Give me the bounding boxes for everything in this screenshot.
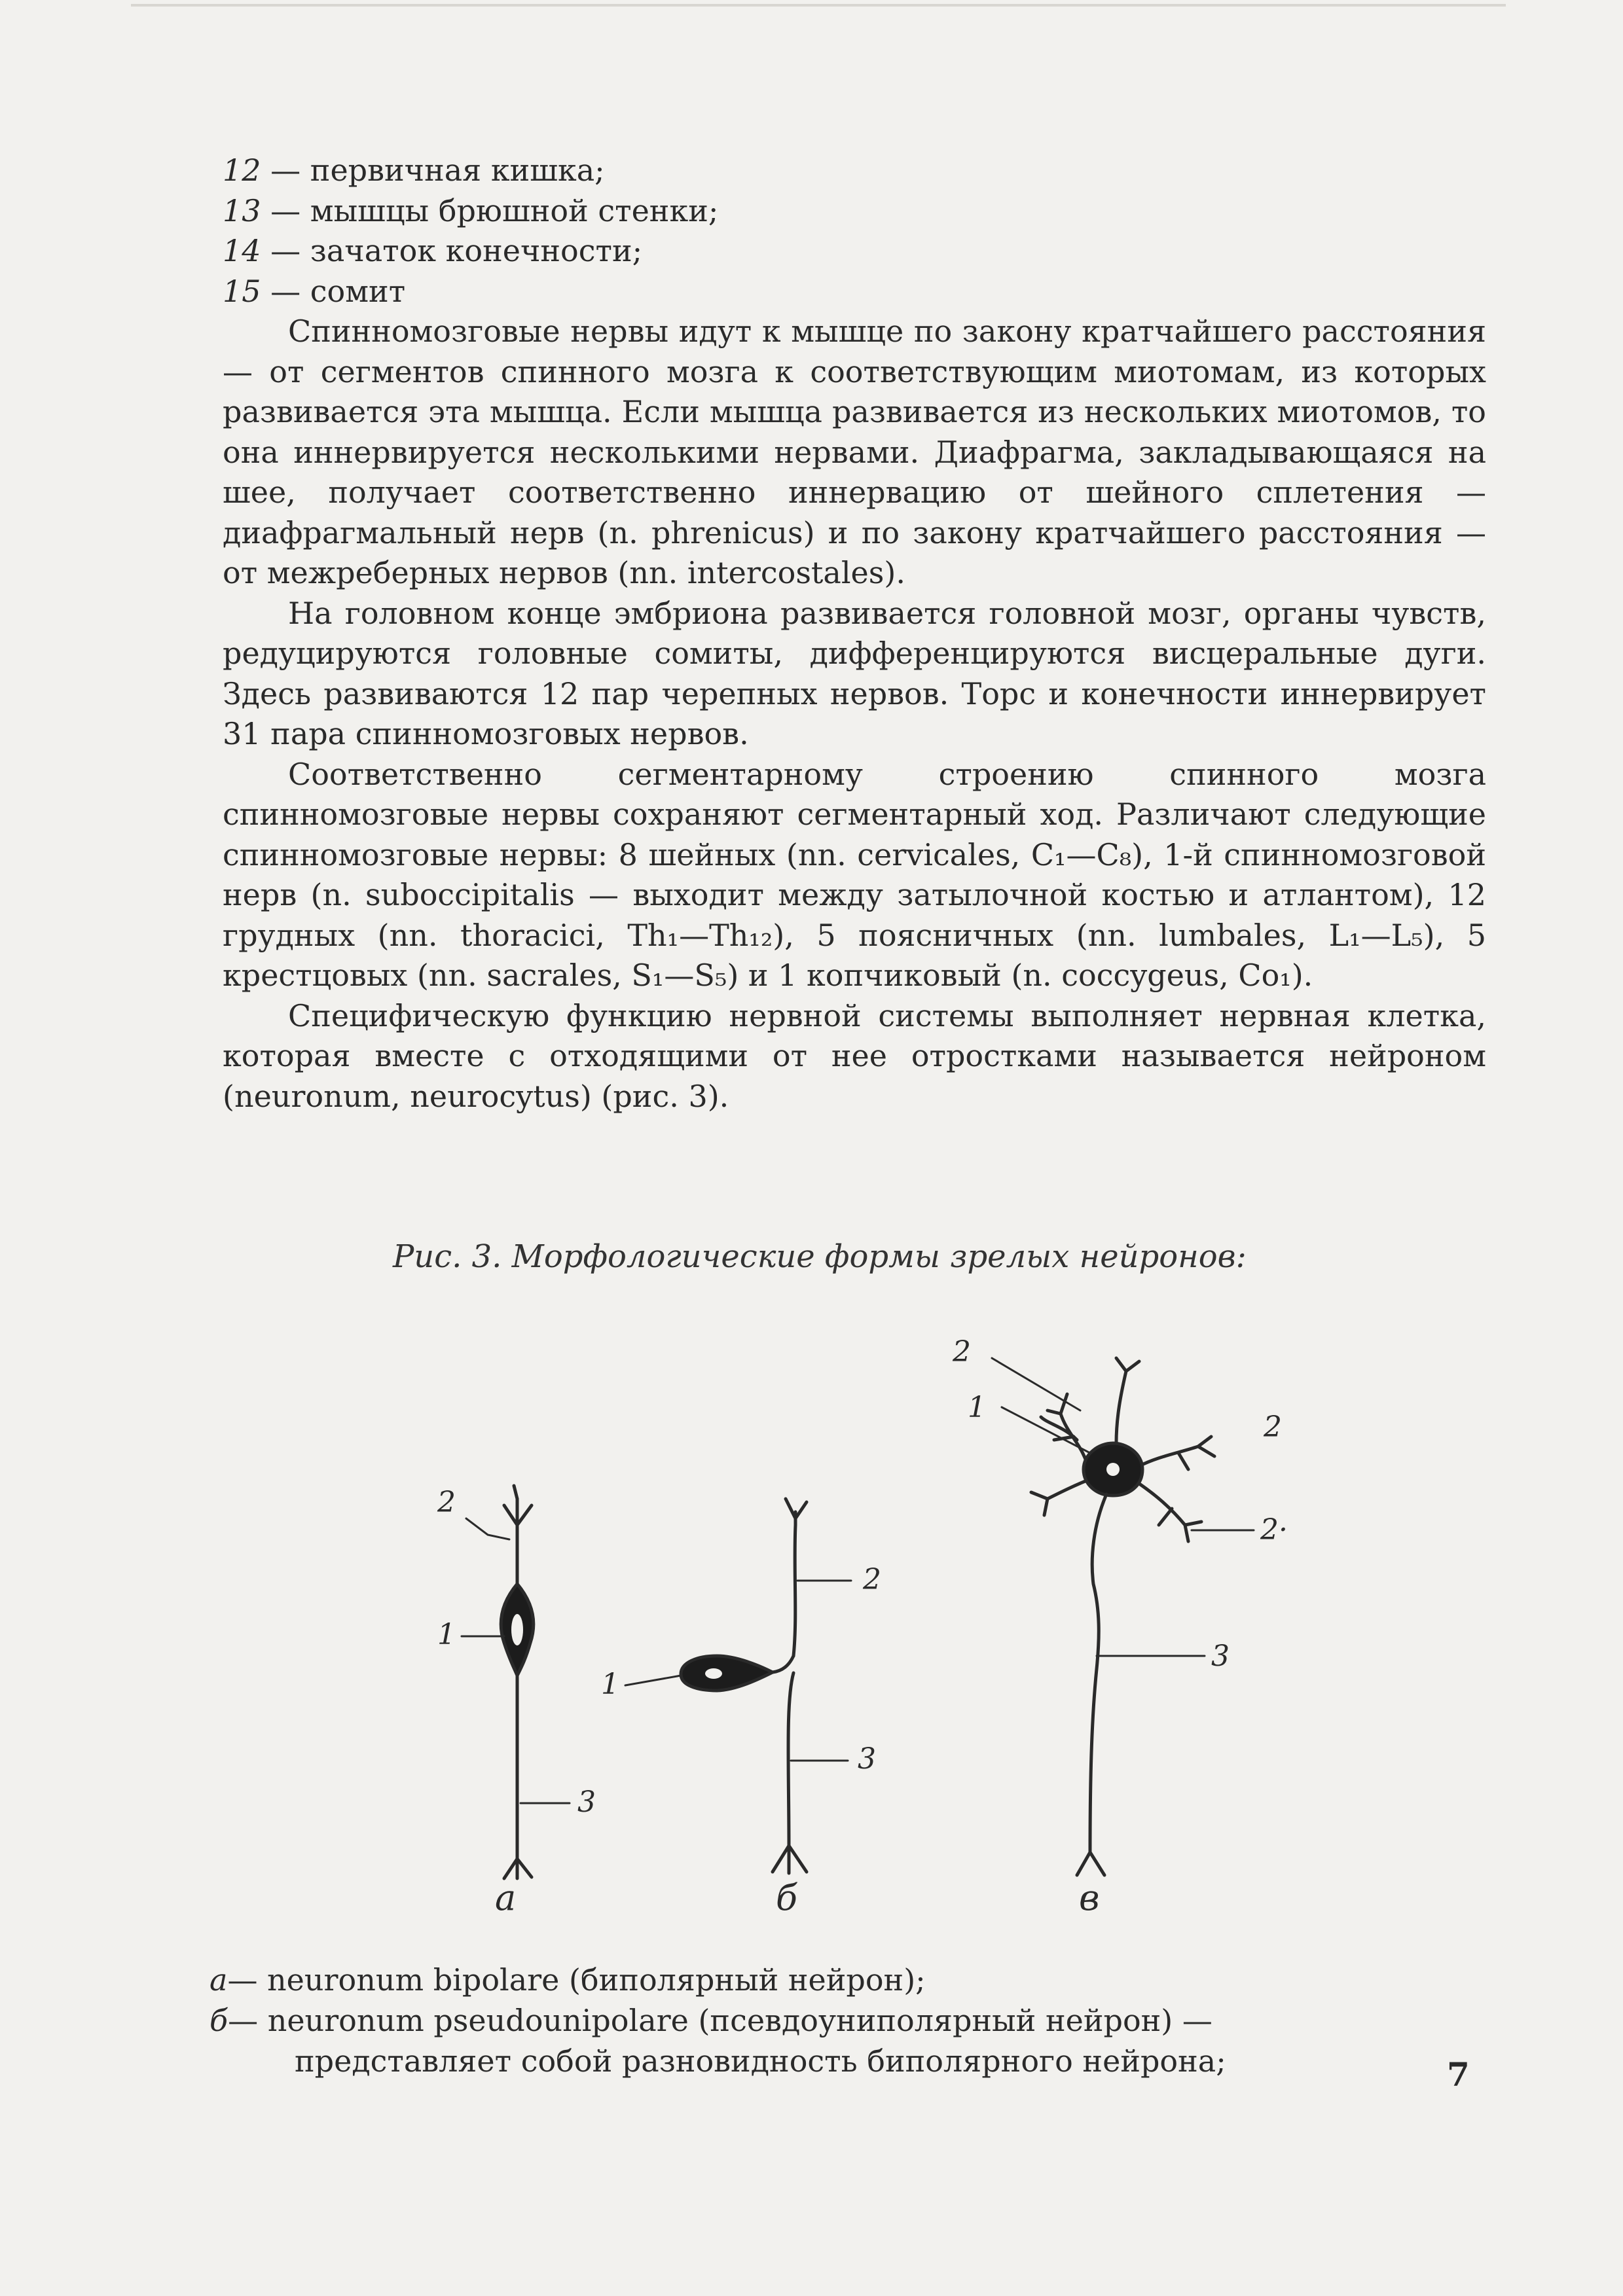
figure-legend	[210, 1960, 1486, 2081]
multipolar-dendrite-left	[1048, 1394, 1087, 1463]
bipolar-neuron	[462, 1486, 570, 1878]
multipolar-nucleus	[1106, 1463, 1120, 1476]
pseudounipolar-stem	[773, 1656, 793, 1672]
pseudounipolar-nucleus	[705, 1668, 722, 1679]
legend-item-13: 13 — мышцы брюшной стенки;	[223, 192, 719, 228]
multipolar-leader-1	[1002, 1407, 1090, 1453]
multipolar-dendrite-top	[1116, 1358, 1139, 1443]
label-b-3: 3	[858, 1742, 876, 1776]
sublabel-a: а	[495, 1877, 517, 1918]
figure-caption: Рис. 3. Морфологические формы зрелых нейронов:	[393, 1238, 1247, 1275]
bipolar-axon-terminal	[504, 1859, 532, 1878]
legend-item-a: а— neuronum bipolare (биполярный нейрон);	[210, 1962, 926, 1998]
label-c-2-right: 2	[1264, 1410, 1282, 1444]
paragraph-neuron: Специфическую функцию нервной системы выполняет нервная клетка, которая вместе с отходящими от нее отростками называется нейроном (neuronum, neurocytus) (рис. 3).	[223, 997, 1486, 1114]
legend-item-12: 12 — первичная кишка;	[223, 152, 605, 188]
multipolar-dendrite-lower-right	[1133, 1479, 1201, 1541]
bipolar-leader-2	[466, 1518, 509, 1539]
pseudounipolar-peripheral-branch	[786, 1499, 807, 1518]
pseudounipolar-central	[788, 1673, 793, 1846]
bipolar-nucleus	[511, 1614, 523, 1645]
label-c-3: 3	[1211, 1640, 1230, 1673]
label-a-2: 2	[437, 1486, 456, 1519]
label-c-2-lower: 2·	[1260, 1513, 1288, 1547]
pseudounipolar-peripheral	[793, 1512, 795, 1656]
paragraph-head-end: На головном конце эмбриона развивается головной мозг, органы чувств, редуцируются головные сомиты, дифференцируются висцеральные дуги. Здесь развиваются 12 пар черепных нервов. Торс и конечности иннервирует 31 пара спинномозговых нервов.	[223, 595, 1486, 751]
page-number: 7	[1447, 2055, 1470, 2094]
label-b-2: 2	[863, 1563, 881, 1596]
pseudounipolar-leader-1	[625, 1676, 681, 1685]
multipolar-dendrite-lower-left	[1031, 1479, 1090, 1515]
pseudounipolar-body	[681, 1656, 773, 1691]
multipolar-neuron	[992, 1358, 1254, 1875]
multipolar-axon	[1090, 1494, 1106, 1852]
label-b-1: 1	[601, 1668, 619, 1701]
paragraph-spinal-nerves: Спинномозговые нервы идут к мышце по закону кратчайшего расстояния — от сегментов спинного мозга к соответствующим миотомам, из которых развивается эта мышца. Если мышца развивается из нескольких миотомов, то она иннервируется несколькими нервами. Диафрагма, закладывающаяся на шее, получает соответственно иннервацию от шейного сплетения — диафрагмальный нерв (n. phrenicus) и по закону кратчайшего расстояния — от межреберных нервов (nn. intercostales).	[223, 314, 1486, 590]
multipolar-axon-terminal	[1077, 1852, 1104, 1875]
legend-item-b-continued: представляет собой разновидность биполярного нейрона;	[295, 2043, 1226, 2079]
multipolar-leader-2-top	[992, 1358, 1080, 1410]
label-c-1: 1	[968, 1391, 986, 1424]
pseudounipolar-terminal	[773, 1846, 807, 1873]
legend-item-14: 14 — зачаток конечности;	[223, 233, 643, 268]
legend-item-b: б— neuronum pseudounipolare (псевдоуниполярный нейрон) —	[210, 2003, 1213, 2038]
multipolar-dendrite-right	[1139, 1437, 1214, 1469]
sublabel-b: б	[776, 1877, 797, 1918]
paragraph-segmental: Соответственно сегментарному строению спинного мозга спинномозговые нервы сохраняют сегментарный ход. Различают следующие спинномозговые нервы: 8 шейных (nn. cervicales, C₁—C₈), 1-й спинномозговой нерв (n. suboccipitalis — выходит между затылочной костью и атлантом), 12 грудных (nn. thoracici, Th₁—Th₁₂), 5 поясничных (nn. lumbales, L₁—L₅), 5 крестцовых (nn. sacrales, S₁—S₅) и 1 копчиковый (n. coccygeus, Co₁).	[223, 756, 1486, 993]
label-a-1: 1	[437, 1618, 456, 1651]
legend-item-15: 15 — сомит	[223, 273, 406, 309]
sublabel-c: в	[1079, 1877, 1100, 1918]
label-a-3: 3	[577, 1785, 596, 1819]
pseudounipolar-neuron	[625, 1499, 851, 1873]
label-c-2-top: 2	[953, 1335, 971, 1369]
